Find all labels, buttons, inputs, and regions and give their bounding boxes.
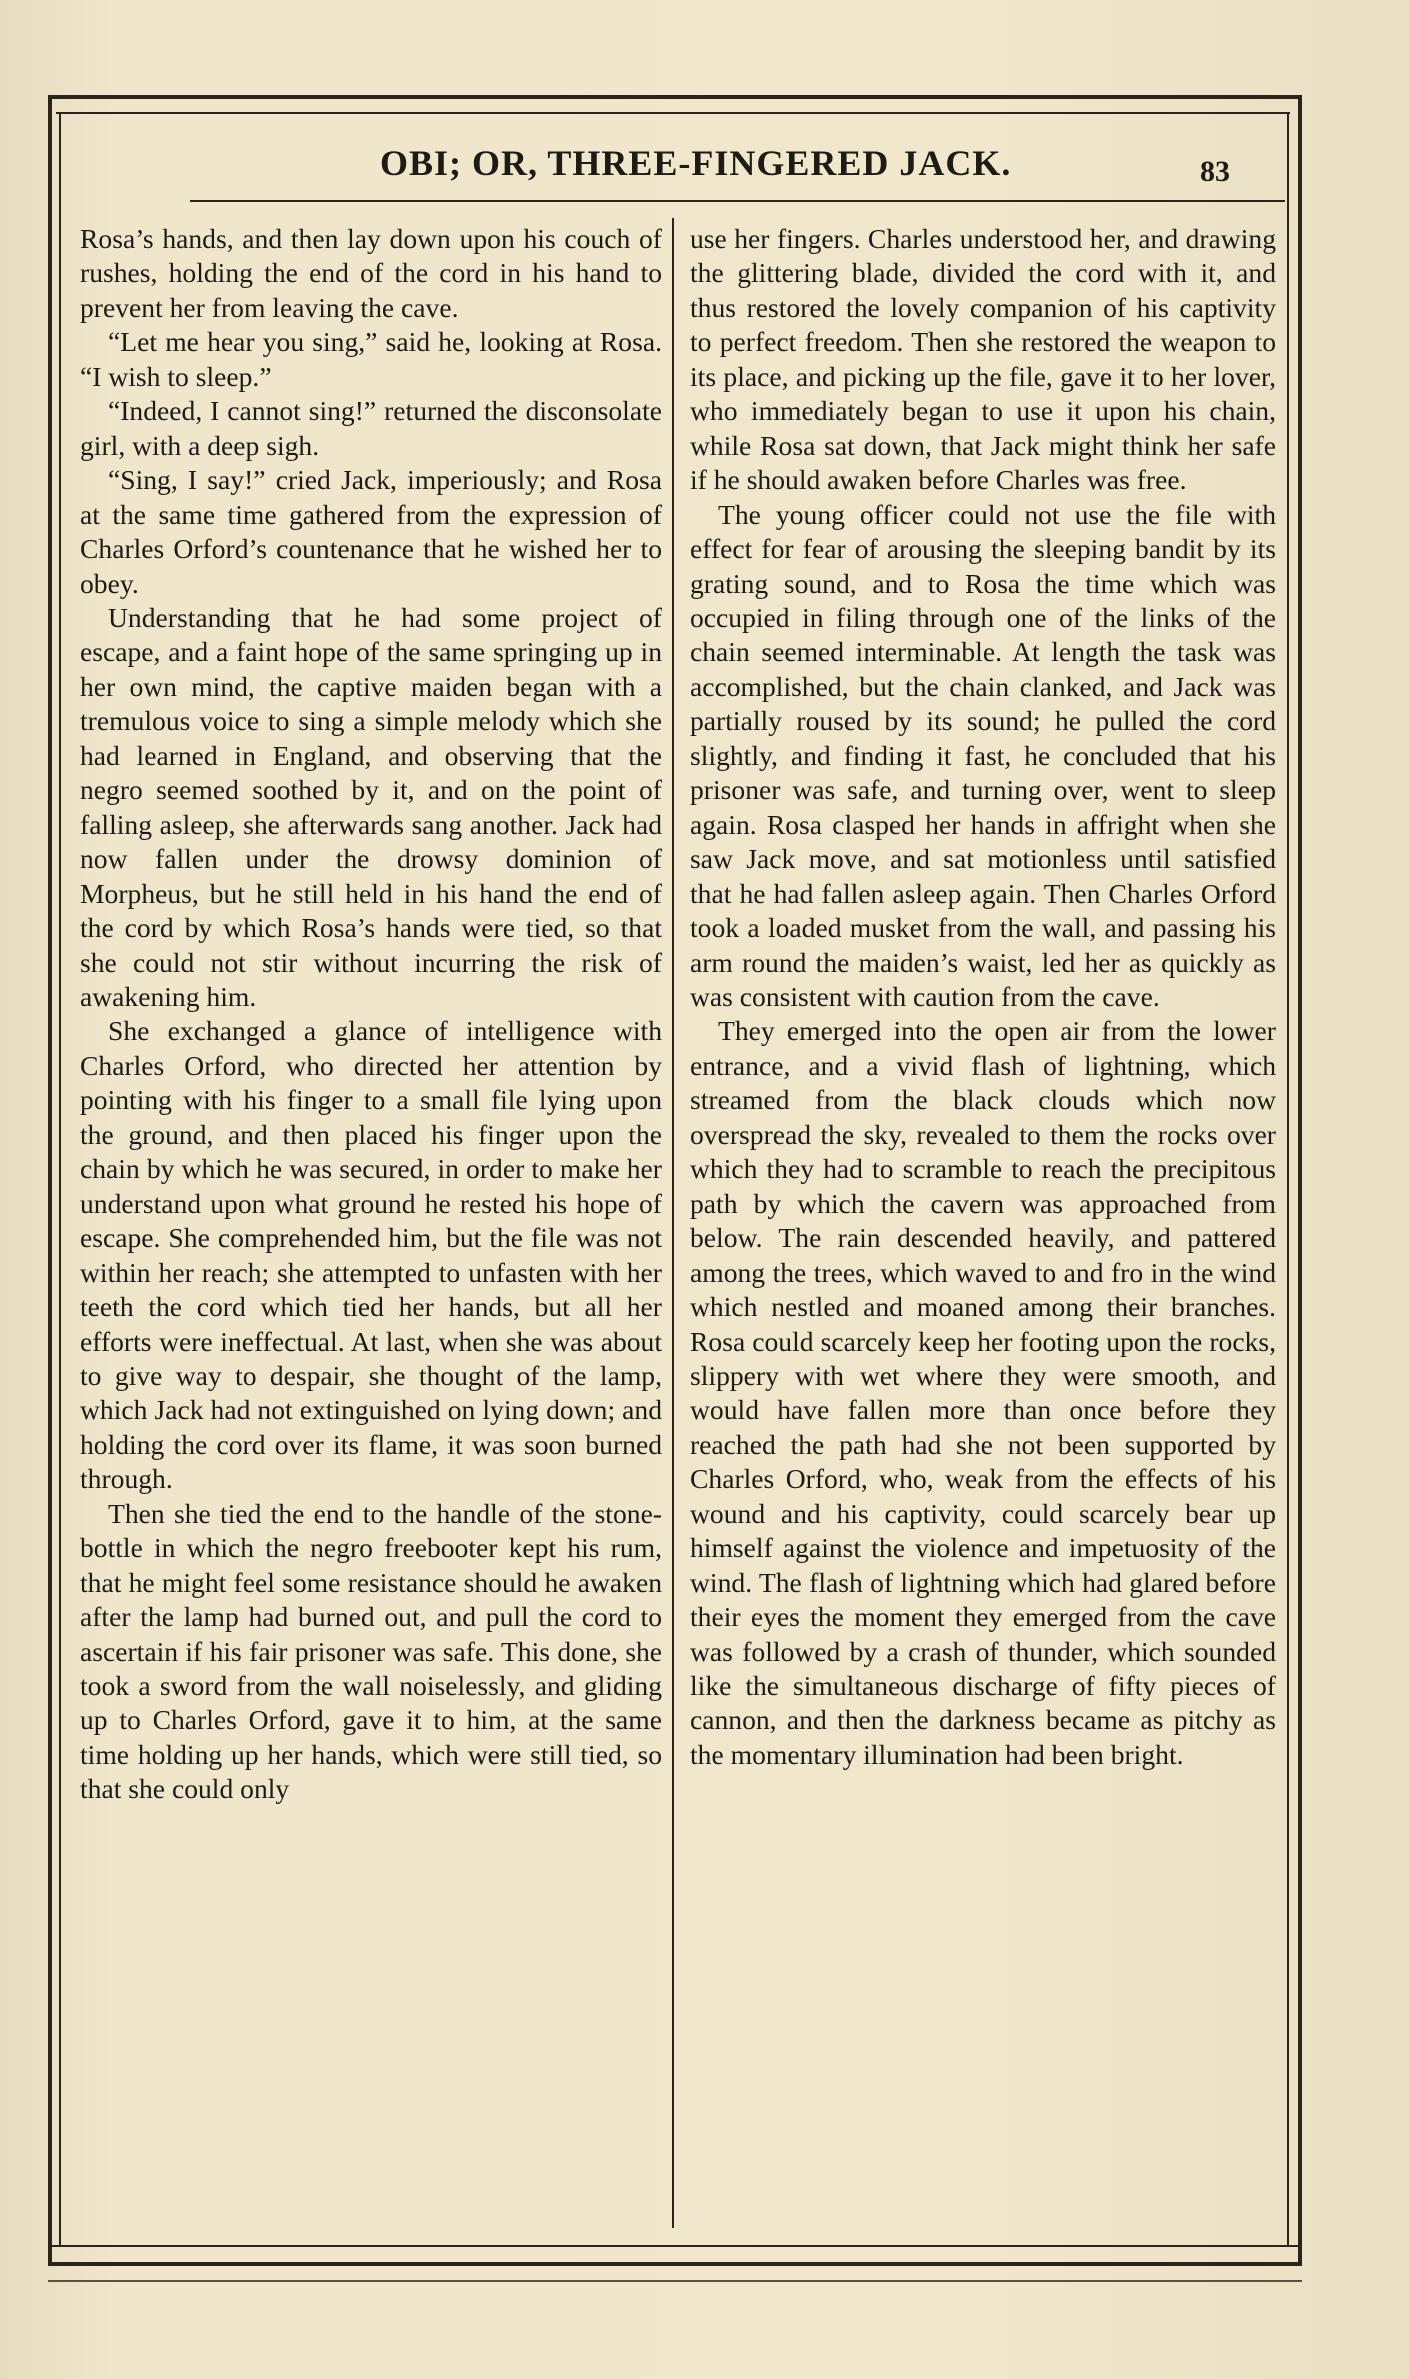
running-head: OBI; OR, THREE-FINGERED JACK. bbox=[380, 143, 1012, 183]
page-number: 83 bbox=[1200, 155, 1230, 188]
bottom-inner-rule bbox=[48, 2245, 1302, 2247]
top-inner-rule bbox=[56, 112, 1290, 114]
right-border-rule bbox=[1298, 95, 1302, 2265]
paragraph: “Indeed, I cannot sing!” returned the disconsolate girl, with a deep sigh. bbox=[80, 395, 662, 461]
bottom-outer-rule bbox=[48, 2280, 1302, 2282]
right-inner-rule bbox=[1287, 112, 1289, 2247]
right-column bbox=[690, 222, 1276, 1772]
paragraph: Rosa’s hands, and then lay down upon his couch of rushes, holding the end of the cord in his hand to prevent her from leaving the cave. bbox=[80, 223, 662, 323]
column-divider bbox=[672, 218, 674, 2228]
paragraph: The young officer could not use the file with effect for fear of arousing the sleeping bandit by its grating sound, and to Rosa the time which was occupied in filing through one of the links of the chain seemed interminable. At length the task was accomplished, but the chain clanked, and Jack was partially roused by its sound; he pulled the cord slightly, and finding it fast, he concluded that his prisoner was safe, and turning over, went to sleep again. Rosa clasped her hands in affright when she saw Jack move, and sat motionless until satisfied that he had fallen asleep again. Then Charles Orford took a loaded musket from the wall, and passing his arm round the maiden’s waist, led her as quickly as was consistent with caution from the cave. bbox=[690, 498, 1276, 1012]
left-column bbox=[80, 222, 662, 1807]
left-border-rule bbox=[48, 95, 52, 2265]
top-border-rule bbox=[48, 95, 1302, 99]
paragraph: “Let me hear you sing,” said he, looking at Rosa. “I wish to sleep.” bbox=[80, 326, 662, 392]
paragraph: use her fingers. Charles understood her, and drawing the glittering blade, divided the cord with it, and thus restored the lovely companion of his captivity to perfect freedom. Then she restored the weapon to its place, and picking up the file, gave it to her lover, who immediately began to use it upon his chain, while Rosa sat down, that Jack might think her safe if he should awaken before Charles was free. bbox=[690, 223, 1276, 496]
paragraph: Understanding that he had some project of escape, and a faint hope of the same springing up in her own mind, the captive maiden began with a tremulous voice to sing a simple melody which she had learned in England, and observing that the negro seemed soothed by it, and on the point of falling asleep, she afterwards sang another. Jack had now fallen under the drowsy dominion of Morpheus, but he still held in his hand the end of the cord by which Rosa’s hands were tied, so that she could not stir without incurring the risk of awakening him. bbox=[80, 601, 662, 1012]
paragraph: She exchanged a glance of intelligence with Charles Orford, who directed her attention by pointing with his finger to a small file lying upon the ground, and then placed his finger upon the chain by which he was secured, in order to make her understand upon what ground he rested his hope of escape. She comprehended him, but the file was not within her reach; she attempted to unfasten with her teeth the cord which tied her hands, but all her efforts were ineffectual. At last, when she was about to give way to despair, she thought of the lamp, which Jack had not extinguished on lying down; and holding the cord over its flame, it was soon burned through. bbox=[80, 1015, 662, 1495]
header-rule bbox=[190, 200, 1285, 202]
bottom-border-rule bbox=[48, 2262, 1302, 2266]
paragraph: Then she tied the end to the handle of the stone-bottle in which the negro freebooter kept his rum, that he might feel some resistance should he awaken after the lamp had burned out, and pull the cord to ascertain if his fair prisoner was safe. This done, she took a sword from the wall noiselessly, and gliding up to Charles Orford, gave it to him, at the same time holding up her hands, which were still tied, so that she could only bbox=[80, 1497, 662, 1805]
left-inner-rule bbox=[59, 112, 61, 2247]
paragraph: They emerged into the open air from the lower entrance, and a vivid flash of lightning, which streamed from the black clouds which now overspread the sky, revealed to them the rocks over which they had to scramble to reach the precipitous path by which the cavern was approached from below. The rain descended heavily, and pattered among the trees, which waved to and fro in the wind which nestled and moaned among their branches. Rosa could scarcely keep her footing upon the rocks, slippery with wet where they were smooth, and would have fallen more than once before they reached the path had she not been supported by Charles Orford, who, weak from the effects of his wound and his captivity, could scarcely bear up himself against the violence and impetuosity of the wind. The flash of lightning which had glared before their eyes the moment they emerged from the cave was followed by a crash of thunder, which sounded like the simultaneous discharge of fifty pieces of cannon, and then the darkness became as pitchy as the momentary illumination had been bright. bbox=[690, 1015, 1276, 1770]
paragraph: “Sing, I say!” cried Jack, imperiously; and Rosa at the same time gathered from the expression of Charles Orford’s countenance that he wished her to obey. bbox=[80, 464, 662, 599]
